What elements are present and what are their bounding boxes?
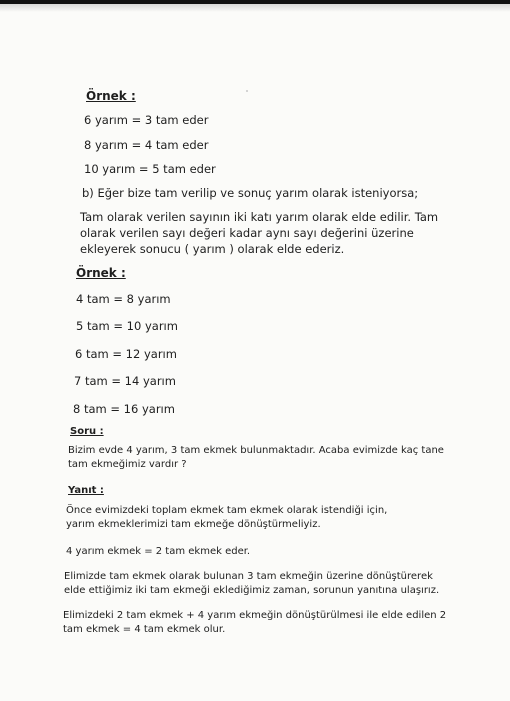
answer-paragraph-1: Önce evimizdeki toplam ekmek tam ekmek olarak istendiği için, yarım ekmeklerimizi tam ekmeğe dönüştürmeliyiz. bbox=[66, 505, 388, 530]
case-b-paragraph: Tam olarak verilen sayının iki katı yarım olarak elde edilir. Tam olarak verilen sayı değeri kadar aynı sayı değerini üzerine ekleyerek sonucu ( yarım ) olarak elde ederiz. bbox=[80, 210, 439, 256]
question-text: Bizim evde 4 yarım, 3 tam ekmek bulunmaktadır. Acaba evimizde kaç tane tam ekmeğimiz vardır ? bbox=[68, 445, 444, 470]
example-1-line-3: 10 yarım = 5 tam eder bbox=[84, 162, 216, 176]
case-b-heading: b) Eğer bize tam verilip ve sonuç yarım olarak isteniyorsa; bbox=[82, 186, 419, 200]
scan-top-shadow bbox=[0, 4, 510, 12]
answer-paragraph-3: Elimizde tam ekmek olarak bulunan 3 tam ekmeğin üzerine dönüştürerek elde ettiğimiz iki tam ekmeği eklediğimiz zaman, sorunun yanıtına ulaşırız. bbox=[64, 571, 440, 596]
example-1-title: Örnek : bbox=[86, 89, 136, 103]
answer-paragraph-4: Elimizdeki 2 tam ekmek + 4 yarım ekmeğin dönüştürülmesi ile elde edilen 2 tam ekmek = 4 tam ekmek olur. bbox=[63, 610, 447, 635]
example-2-line-3: 6 tam = 12 yarım bbox=[75, 347, 177, 361]
example-2-title: Örnek : bbox=[76, 266, 126, 280]
answer-title: Yanıt : bbox=[68, 485, 104, 496]
example-2-line-2: 5 tam = 10 yarım bbox=[76, 319, 178, 333]
example-2-line-1: 4 tam = 8 yarım bbox=[76, 292, 171, 306]
answer-paragraph-2: 4 yarım ekmek = 2 tam ekmek eder. bbox=[66, 546, 251, 557]
example-2-line-5: 8 tam = 16 yarım bbox=[73, 402, 175, 416]
example-1-line-1: 6 yarım = 3 tam eder bbox=[84, 113, 209, 127]
example-2-line-4: 7 tam = 14 yarım bbox=[74, 374, 176, 388]
example-1-line-2: 8 yarım = 4 tam eder bbox=[84, 138, 209, 152]
scan-speck bbox=[246, 90, 248, 92]
question-title: Soru : bbox=[70, 426, 104, 437]
